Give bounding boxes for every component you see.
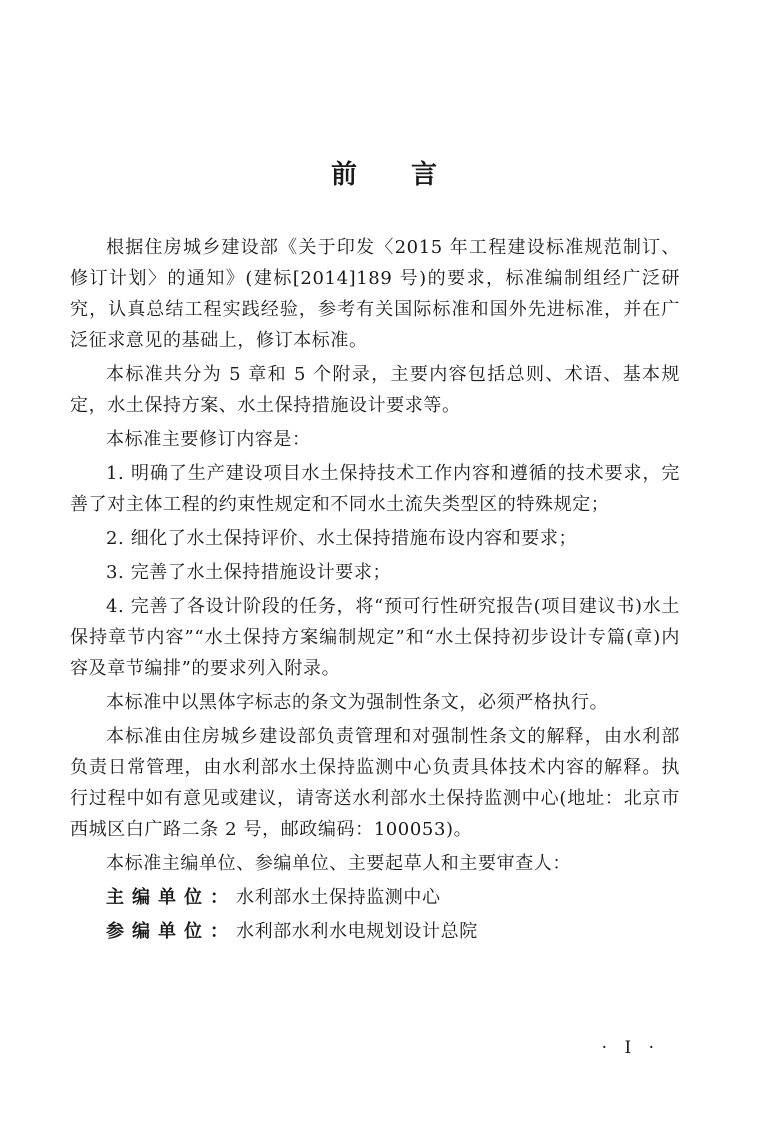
chief-editor-unit-value: 水利部水土保持监测中心: [236, 887, 441, 908]
participating-unit-label: 参编单位：: [106, 921, 236, 942]
document-body: [70, 232, 680, 950]
chief-editor-unit: [70, 882, 680, 913]
paragraph-structure: 本标准共分为 5 章和 5 个附录，主要内容包括总则、术语、基本规定，水土保持方案、水土保持措施设计要求等。: [70, 364, 680, 416]
page-number: · I ·: [601, 1038, 660, 1058]
paragraph-revisions-heading: 本标准主要修订内容是：: [106, 429, 311, 450]
paragraph-mandatory-clauses: 本标准中以黑体字标志的条文为强制性条文，必须严格执行。: [106, 692, 609, 713]
paragraph-revision-1: 1. 明确了生产建设项目水土保持技术工作内容和遵循的技术要求，完善了对主体工程的约束性规定和不同水土流失类型区的特殊规定；: [70, 463, 680, 515]
chief-editor-unit-label: 主编单位：: [106, 887, 236, 908]
paragraph-contributors-heading: 本标准主编单位、参编单位、主要起草人和主要审查人：: [106, 853, 571, 874]
participating-unit-value: 水利部水利水电规划设计总院: [236, 921, 478, 942]
paragraph-intro: 根据住房城乡建设部《关于印发〈2015 年工程建设标准规范制订、修订计划〉的通知》(建标[2014]189 号)的要求，标准编制组经广泛研究，认真总结工程实践经验，参考有关国际标准和国外先进标准，并在广泛征求意见的基础上，修订本标准。: [70, 237, 680, 351]
paragraph-revision-2: 2. 细化了水土保持评价、水土保持措施布设内容和要求；: [106, 528, 578, 549]
page-title: 前言: [330, 160, 491, 191]
paragraph-revision-3: 3. 完善了水土保持措施设计要求；: [106, 562, 392, 583]
participating-unit: [70, 916, 680, 947]
paragraph-revision-4: 4. 完善了各设计阶段的任务，将“预可行性研究报告(项目建议书)水土保持章节内容”“水土保持方案编制规定”和“水土保持初步设计专篇(章)内容及章节编排”的要求列入附录。: [70, 596, 680, 679]
paragraph-management: 本标准由住房城乡建设部负责管理和对强制性条文的解释，由水利部负责日常管理，由水利部水土保持监测中心负责具体技术内容的解释。执行过程中如有意见或建议，请寄送水利部水土保持监测中心(地址：北京市西城区白广路二条 2 号，邮政编码：100053)。: [70, 726, 680, 840]
